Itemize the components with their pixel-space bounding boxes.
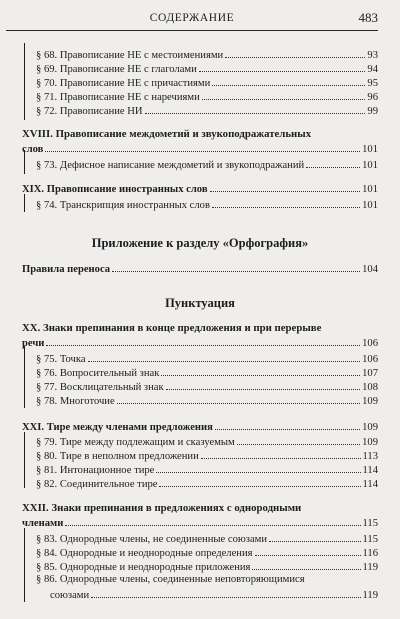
- toc-entry[interactable]: § 72. Правописание НИ 99: [36, 106, 378, 117]
- toc-entry[interactable]: § 75. Точка 106: [36, 354, 378, 365]
- toc-entry-line[interactable]: § 86. Однородные члены, соединенные неповторяющимися: [36, 574, 305, 585]
- toc-entry[interactable]: Правила переноса 104: [22, 264, 378, 275]
- toc-entry[interactable]: § 78. Многоточие 109: [36, 396, 378, 407]
- section-heading-end[interactable]: слов 101: [22, 144, 378, 155]
- indent-rule: [24, 432, 25, 488]
- page-header: [6, 6, 378, 31]
- section-heading[interactable]: XXI. Тире между членами предложения 109: [22, 422, 378, 433]
- section-heading[interactable]: XXII. Знаки препинания в предложениях с однородными: [22, 502, 302, 514]
- indent-rule: [24, 346, 25, 408]
- section-heading-end[interactable]: речи 106: [22, 338, 378, 349]
- toc-entry[interactable]: § 79. Тире между подлежащим и сказуемым 109: [36, 437, 378, 448]
- toc-entry[interactable]: § 76. Вопросительный знак 107: [36, 368, 378, 379]
- indent-rule: [24, 150, 25, 174]
- running-title: СОДЕРЖАНИЕ: [149, 12, 235, 24]
- toc-entry[interactable]: § 70. Правописание НЕ с причастиями 95: [36, 78, 378, 89]
- toc-entry[interactable]: § 81. Интонационное тире 114: [36, 465, 378, 476]
- indent-rule: [24, 528, 25, 602]
- toc-entry[interactable]: § 69. Правописание НЕ с глаголами 94: [36, 64, 378, 75]
- toc-entry[interactable]: § 80. Тире в неполном предложении 113: [36, 451, 378, 462]
- indent-rule: [24, 194, 25, 212]
- page-number: 483: [358, 10, 378, 25]
- part-heading: Пунктуация: [165, 296, 235, 310]
- toc-entry[interactable]: § 68. Правописание НЕ с местоимениями 93: [36, 50, 378, 61]
- appendix-heading: Приложение к разделу «Орфография»: [91, 236, 309, 250]
- toc-entry[interactable]: § 77. Восклицательный знак 108: [36, 382, 378, 393]
- toc-entry[interactable]: § 84. Однородные и неоднородные определения 116: [36, 548, 378, 559]
- toc-entry[interactable]: § 82. Соединительное тире 114: [36, 479, 378, 490]
- toc-entry[interactable]: § 83. Однородные члены, не соединенные союзами 115: [36, 534, 378, 545]
- section-heading[interactable]: XVIII. Правописание междометий и звукоподражательных: [22, 128, 312, 140]
- indent-rule: [24, 43, 25, 120]
- toc-entry[interactable]: § 85. Однородные и неоднородные приложения 119: [36, 562, 378, 573]
- toc-entry[interactable]: § 71. Правописание НЕ с наречиями 96: [36, 92, 378, 103]
- toc-entry[interactable]: § 73. Дефисное написание междометий и звукоподражаний 101: [36, 160, 378, 171]
- toc-entry[interactable]: § 74. Транскрипция иностранных слов 101: [36, 200, 378, 211]
- section-heading[interactable]: XIX. Правописание иностранных слов 101: [22, 184, 378, 195]
- toc-entry[interactable]: союзами 119: [50, 590, 378, 601]
- section-heading[interactable]: XX. Знаки препинания в конце предложения и при перерыве: [22, 322, 322, 334]
- section-heading-end[interactable]: членами 115: [22, 518, 378, 529]
